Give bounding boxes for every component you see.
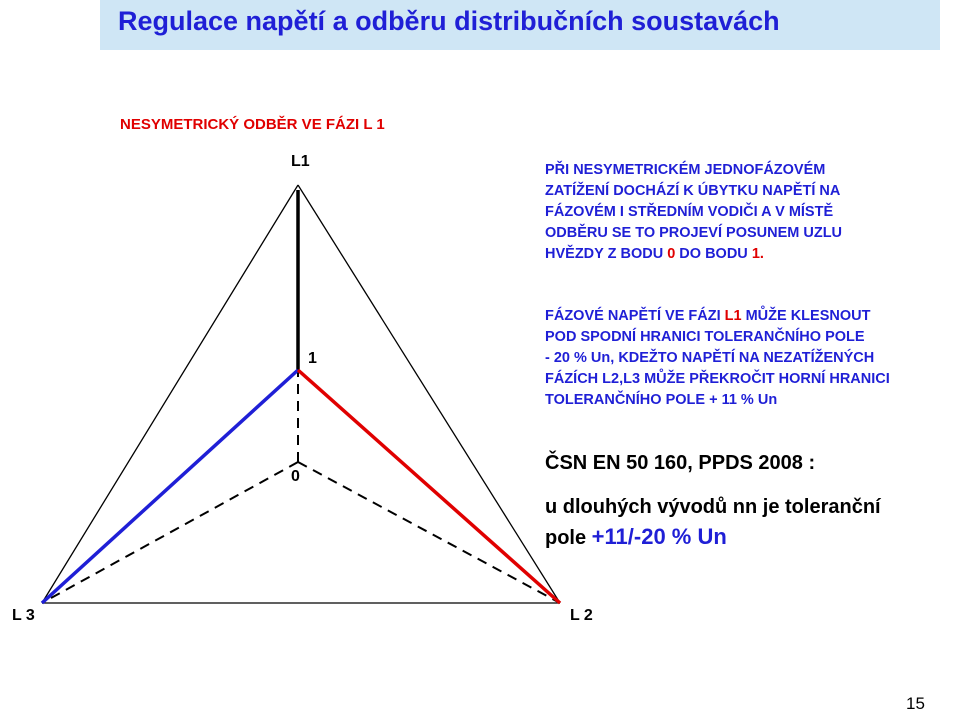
paragraph-line: HVĚZDY Z BODU 0 DO BODU 1. <box>545 246 764 262</box>
paragraph-line: ODBĚRU SE TO PROJEVÍ POSUNEM UZLU <box>545 225 843 241</box>
triangle-edge-l1-l3 <box>42 185 298 603</box>
label-point-1: 1 <box>308 350 317 367</box>
standard-line: u dlouhých vývodů nn je toleranční <box>545 496 881 518</box>
paragraph-line: - 20 % Un, KDEŽTO NAPĚTÍ NA NEZATÍŽENÝCH <box>545 350 875 366</box>
page-number: 15 <box>906 694 925 713</box>
label-point-0: 0 <box>291 468 300 485</box>
voltage-tolerance-paragraph <box>545 306 890 411</box>
dashed-phasor-0-l2 <box>298 462 560 603</box>
triangle-edge-l1-l2 <box>298 185 560 603</box>
standard-heading: ČSN EN 50 160, PPDS 2008 : <box>545 452 816 474</box>
paragraph-line: FÁZOVÉ NAPĚTÍ VE FÁZI L1 MŮŽE KLESNOUT <box>545 308 871 324</box>
point-1-reference: 1. <box>751 246 764 262</box>
standard-text <box>545 492 881 553</box>
point-0-reference: 0 <box>667 246 676 262</box>
paragraph-line: POD SPODNÍ HRANICI TOLERANČNÍHO POLE <box>545 329 865 345</box>
paragraph-line: TOLERANČNÍHO POLE + 11 % Un <box>545 392 778 408</box>
section-subtitle: NESYMETRICKÝ ODBĚR VE FÁZI L 1 <box>120 116 385 133</box>
phasor-1-l3 <box>42 370 298 603</box>
dashed-phasor-0-l3 <box>42 462 298 603</box>
paragraph-line: PŘI NESYMETRICKÉM JEDNOFÁZOVÉM <box>545 162 826 178</box>
standard-line: pole +11/-20 % Un <box>545 524 727 549</box>
label-l1: L1 <box>291 153 310 170</box>
label-l3: L 3 <box>12 607 35 624</box>
phase-l1-reference: L1 <box>724 308 742 324</box>
paragraph-line: FÁZÍCH L2,L3 MŮŽE PŘEKROČIT HORNÍ HRANICI <box>545 371 890 387</box>
phasor-1-l2 <box>298 370 560 603</box>
tolerance-value: +11/-20 % Un <box>591 524 727 549</box>
explanation-paragraph <box>545 160 842 265</box>
paragraph-line: ZATÍŽENÍ DOCHÁZÍ K ÚBYTKU NAPĚTÍ NA <box>545 183 841 199</box>
paragraph-line: FÁZOVÉM I STŘEDNÍM VODIČI A V MÍSTĚ <box>545 204 834 220</box>
label-l2: L 2 <box>570 607 593 624</box>
page-title: Regulace napětí a odběru distribučních soustavách <box>118 6 780 36</box>
